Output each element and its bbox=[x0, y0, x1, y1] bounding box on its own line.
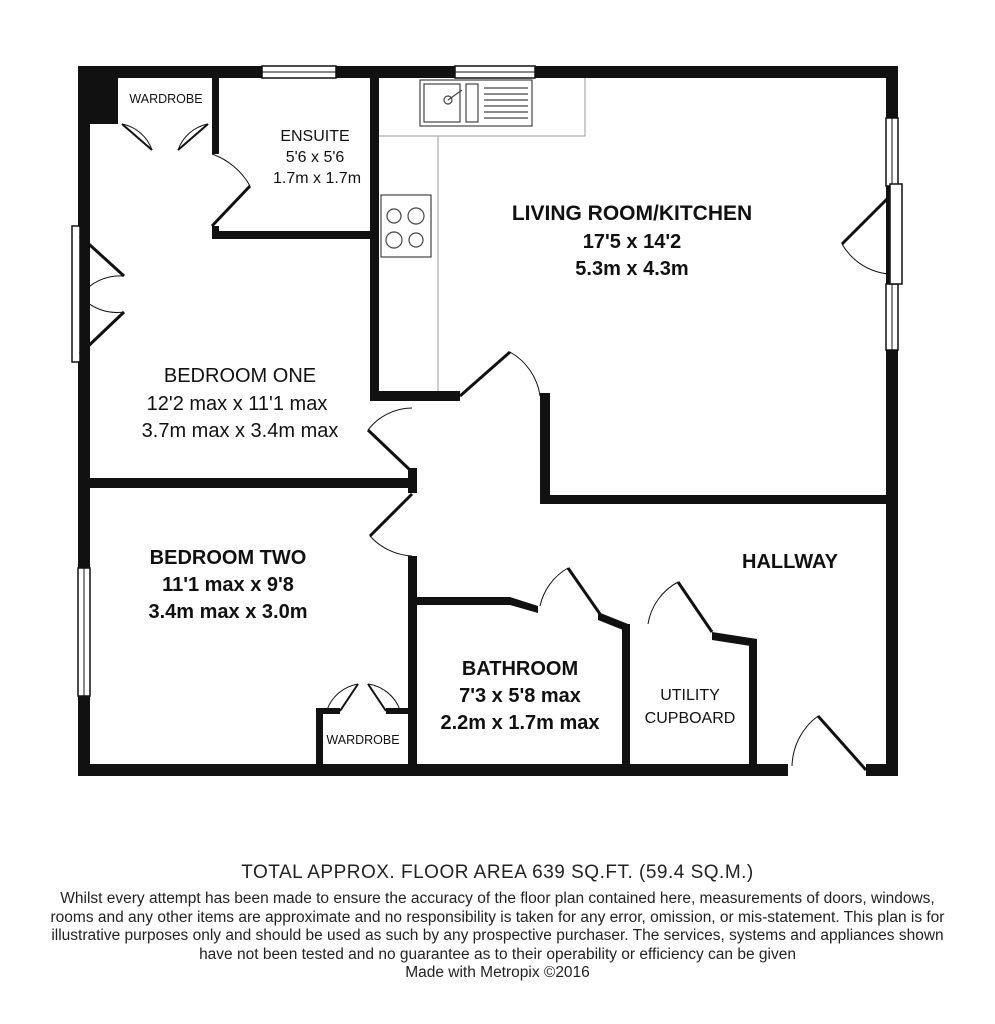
hob-icon bbox=[381, 195, 431, 257]
living-metric: 5.3m x 4.3m bbox=[575, 258, 689, 280]
ensuite-imperial: 5'6 x 5'6 bbox=[285, 149, 345, 166]
living-name: LIVING ROOM/KITCHEN bbox=[511, 202, 753, 225]
bathroom-name: BATHROOM bbox=[461, 658, 579, 680]
ensuite-metric: 1.7m x 1.7m bbox=[272, 170, 362, 187]
wardrobe-bottom-label: WARDROBE bbox=[326, 733, 400, 747]
ensuite-name: ENSUITE bbox=[280, 128, 350, 145]
wardrobe-top-label: WARDROBE bbox=[129, 92, 203, 106]
disclaimer: Whilst every attempt has been made to ensure the accuracy of the floor plan contained here, measurements of doors, windows, rooms and any other items are approximate and no responsibility is taken for any error, omission, or mis-statement. This plan is for illustrative purposes only and should be used as such by any prospective purchaser. The services, systems and appliances shown have not been tested and no guarantee as to their operability or efficiency can be given bbox=[50, 890, 945, 963]
credit: Made with Metropix ©2016 bbox=[405, 964, 590, 982]
bedroom-two-imperial: 11'1 max x 9'8 bbox=[162, 574, 294, 596]
bedroom-two-name: BEDROOM TWO bbox=[149, 547, 307, 569]
bathroom-imperial: 7'3 x 5'8 max bbox=[459, 685, 581, 707]
total-floor-area: TOTAL APPROX. FLOOR AREA 639 SQ.FT. (59.4 SQ.M.) bbox=[241, 862, 754, 883]
hallway-label: HALLWAY bbox=[742, 551, 838, 573]
sink-icon bbox=[420, 80, 532, 126]
bedroom-one-metric: 3.7m max x 3.4m max bbox=[141, 420, 339, 442]
window-bedroom-one bbox=[72, 226, 80, 362]
footer bbox=[0, 862, 995, 982]
kitchen-counter bbox=[379, 78, 585, 391]
living-imperial: 17'5 x 14'2 bbox=[582, 231, 682, 253]
bedroom-two-metric: 3.4m max x 3.0m bbox=[148, 601, 308, 623]
bathroom-metric: 2.2m x 1.7m max bbox=[440, 712, 600, 734]
utility-label-line2: CUPBOARD bbox=[644, 710, 736, 727]
utility-label-line1: UTILITY bbox=[660, 687, 720, 704]
bedroom-one-imperial: 12'2 max x 11'1 max bbox=[146, 393, 328, 415]
bedroom-one-name: BEDROOM ONE bbox=[163, 365, 317, 387]
